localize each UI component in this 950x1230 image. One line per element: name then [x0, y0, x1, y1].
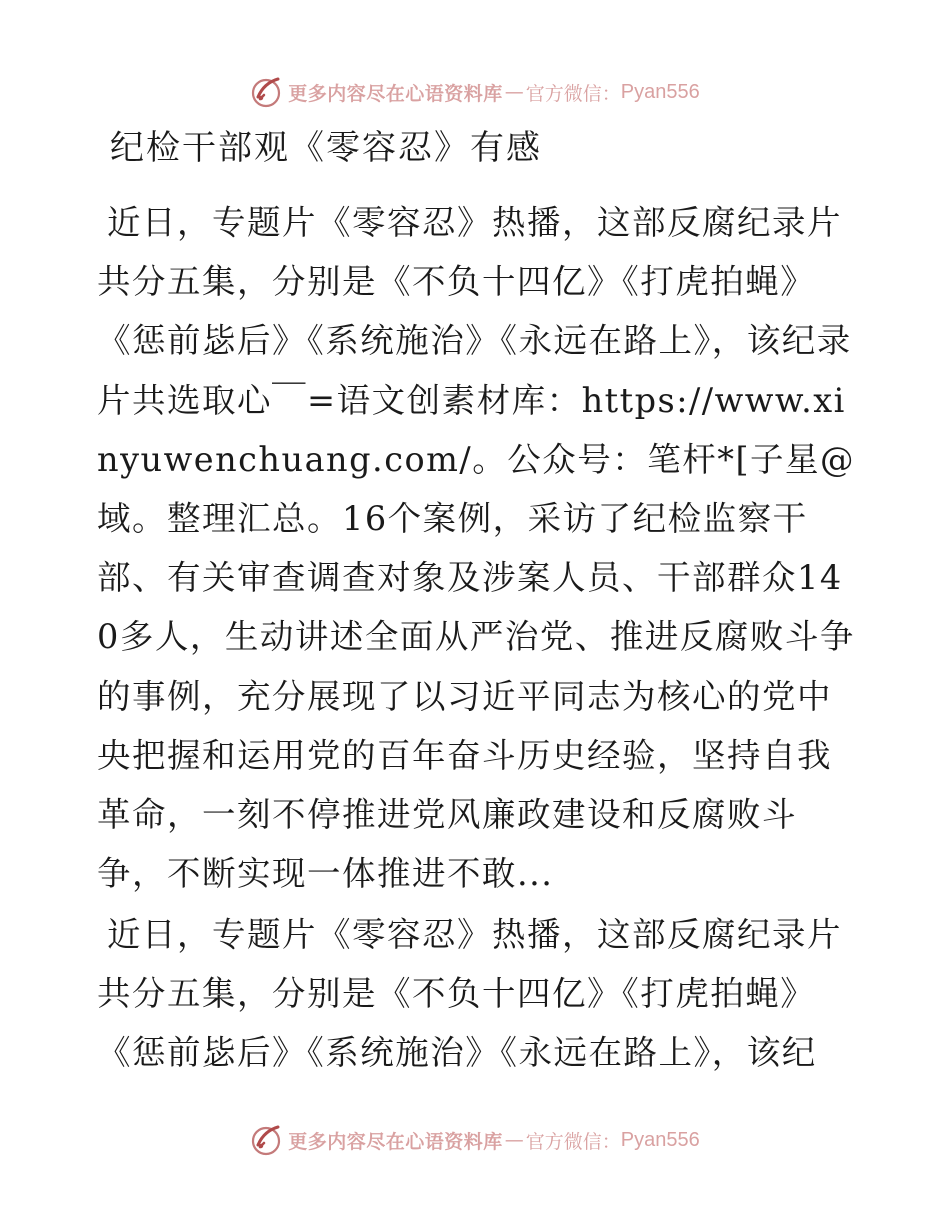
pen-circle-icon — [250, 75, 284, 109]
body-paragraph-2: 近日，专题片《零容忍》热播，这部反腐纪录片共分五集，分别是《不负十四亿》《打虎拍蝇》《惩前毖后》《系统施治》《永远在路上》，该纪 — [97, 915, 842, 1073]
banner-wechat-id: Pyan556 — [620, 80, 700, 103]
banner-main-text: 更多内容尽在心语资料库 — [288, 82, 503, 105]
pen-circle-icon — [250, 1123, 284, 1157]
body-paragraph-1: 近日，专题片《零容忍》热播，这部反腐纪录片共分五集，分别是《不负十四亿》《打虎拍蝇》《惩前毖后》《系统施治》《永远在路上》，该纪录片共选取心￣=语文创素材库：https://www.xinyuwenchuang.com/。公众号：笔杆*[子星@域。整理汇总。16个案例，采访了纪检监察干部、有关审查调查对象及涉案人员、干部群众140多人，生动讲述全面从严治党、推进反腐败斗争的事例，充分展现了以习近平同志为核心的党中央把握和运用党的百年奋斗历史经验，坚持自我革命，一刻不停推进党风廉政建设和反腐败斗争，不断实现一体推进不敢... — [97, 203, 855, 894]
banner-main-text: 更多内容尽在心语资料库 — [288, 1130, 503, 1153]
footer-banner — [0, 1120, 950, 1160]
banner-dash: — — [504, 1129, 524, 1151]
banner-sub-text: 官方微信： — [525, 1130, 621, 1153]
banner-dash: — — [504, 81, 524, 103]
banner-sub-text: 官方微信： — [525, 82, 621, 105]
banner-wechat-id: Pyan556 — [620, 1128, 700, 1151]
document-title: 纪检干部观《零容忍》有感 — [110, 128, 542, 168]
header-banner — [0, 72, 950, 112]
